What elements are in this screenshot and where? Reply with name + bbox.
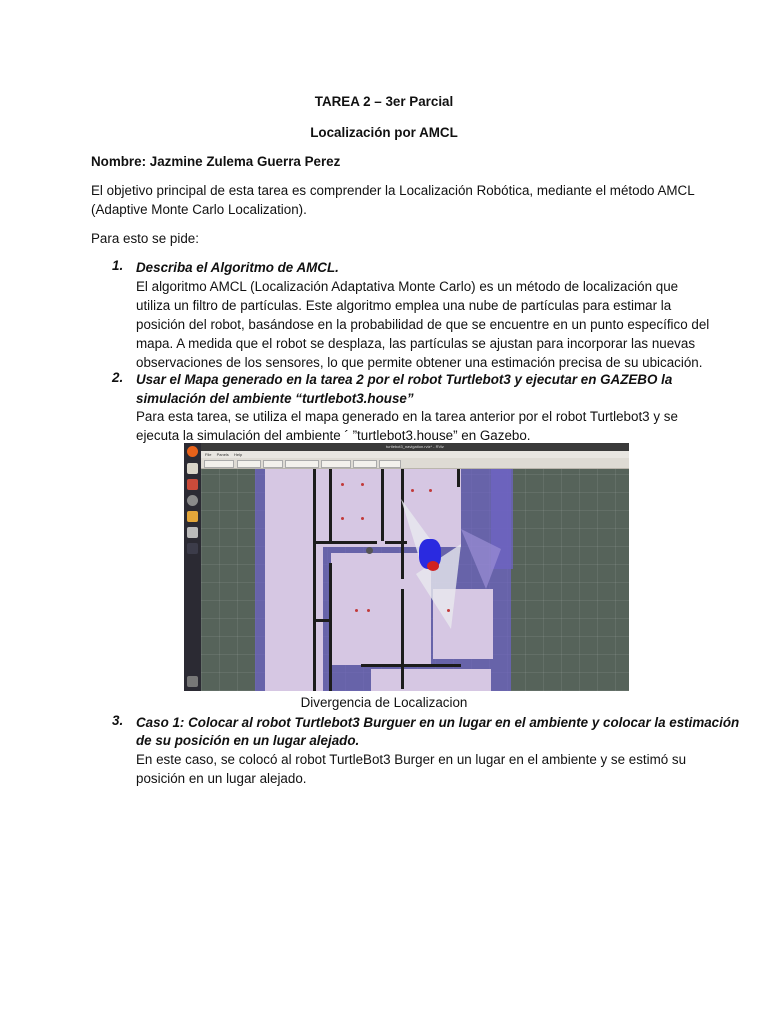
toolbar-button[interactable] [379, 460, 401, 468]
rviz-icon [187, 543, 198, 554]
robot-actual [366, 547, 373, 554]
firefox-icon [187, 446, 198, 457]
document-subtitle: Localización por AMCL [310, 125, 458, 140]
software-icon [187, 479, 198, 490]
item-3-body-line: En este caso, se colocó al robot TurtleBot3 Burger en un lugar en el ambiente y se estimó su [136, 752, 687, 767]
rviz-screenshot [184, 443, 629, 691]
menu-file[interactable]: File [205, 452, 212, 457]
window-titlebar: turtlebot3_navigation.rviz* - RViz [201, 443, 629, 451]
item-3-heading: de su posición en un lugar alejado. [136, 733, 360, 748]
item-2-heading: simulación del ambiente “turtlebot3.house” [136, 391, 414, 406]
item-2-heading: Usar el Mapa generado en la tarea 2 por el robot Turtlebot3 y ejecutar en GAZEBO la [136, 372, 673, 387]
intro-line-1: El objetivo principal de esta tarea es comprender la Localización Robótica, mediante el método AMCL [91, 183, 695, 198]
settings-icon [187, 527, 198, 538]
menu-help[interactable]: Help [233, 452, 243, 457]
apps-grid-icon [187, 676, 198, 687]
rviz-toolbar [201, 458, 629, 469]
item-1-number: 1. [112, 258, 124, 273]
robot-marker [427, 561, 439, 571]
item-1-body-line: posición del robot, basándose en la probabilidad de que se encuentre en un punto específico del [136, 317, 710, 332]
item-3-heading: Caso 1: Colocar al robot Turtlebot3 Burguer en un lugar en el ambiente y colocar la estimación [136, 715, 740, 730]
intro-ask: Para esto se pide: [91, 231, 199, 246]
map-dot [355, 609, 358, 612]
map-viewport[interactable] [201, 469, 629, 691]
menubar [201, 451, 629, 458]
item-2-body-line: Para esta tarea, se utiliza el mapa generado en la tarea anterior por el robot Turtlebot3 y se [136, 409, 678, 424]
item-2-number: 2. [112, 370, 124, 385]
help-icon [187, 495, 198, 506]
menu-panels[interactable]: Panels [216, 452, 229, 457]
map-dot [361, 517, 364, 520]
item-1-body-line: mapa. A medida que el robot se desplaza, las partículas se ajustan para incorporar las nuevas [136, 336, 696, 351]
map-dot [341, 517, 344, 520]
figure-caption: Divergencia de Localizacion [300, 695, 468, 710]
map-dot [447, 609, 450, 612]
toolbar-button[interactable] [204, 460, 234, 468]
toolbar-button[interactable] [237, 460, 261, 468]
toolbar-button[interactable] [263, 460, 283, 468]
item-1-body-line: observaciones de los sensores, lo que permite obtener una estimación precisa de su ubicación. [136, 355, 703, 370]
toolbar-button[interactable] [353, 460, 377, 468]
intro-line-2: (Adaptive Monte Carlo Localization). [91, 202, 307, 217]
item-2-body-line: ejecuta la simulación del ambiente ´ ”turtlebot3.house” en Gazebo. [136, 428, 531, 443]
item-3-number: 3. [112, 713, 124, 728]
ubuntu-dock [184, 443, 201, 691]
map-dot [361, 483, 364, 486]
toolbar-button[interactable] [321, 460, 351, 468]
document-title: TAREA 2 – 3er Parcial [314, 94, 454, 109]
item-3-body-line: posición en un lugar alejado. [136, 771, 307, 786]
laser-scan [201, 469, 629, 691]
author-name: Nombre: Jazmine Zulema Guerra Perez [91, 154, 341, 169]
item-1-heading: Describa el Algoritmo de AMCL. [136, 260, 339, 275]
map-dot [367, 609, 370, 612]
map-dot [411, 489, 414, 492]
map-dot [429, 489, 432, 492]
files-icon [187, 463, 198, 474]
terminal-icon [187, 511, 198, 522]
toolbar-button[interactable] [285, 460, 319, 468]
item-1-body-line: utiliza un filtro de partículas. Este algoritmo emplea una nube de partículas para estimar la [136, 298, 672, 313]
item-1-body-line: El algoritmo AMCL (Localización Adaptativa Monte Carlo) es un método de localización que [136, 279, 679, 294]
map-dot [341, 483, 344, 486]
